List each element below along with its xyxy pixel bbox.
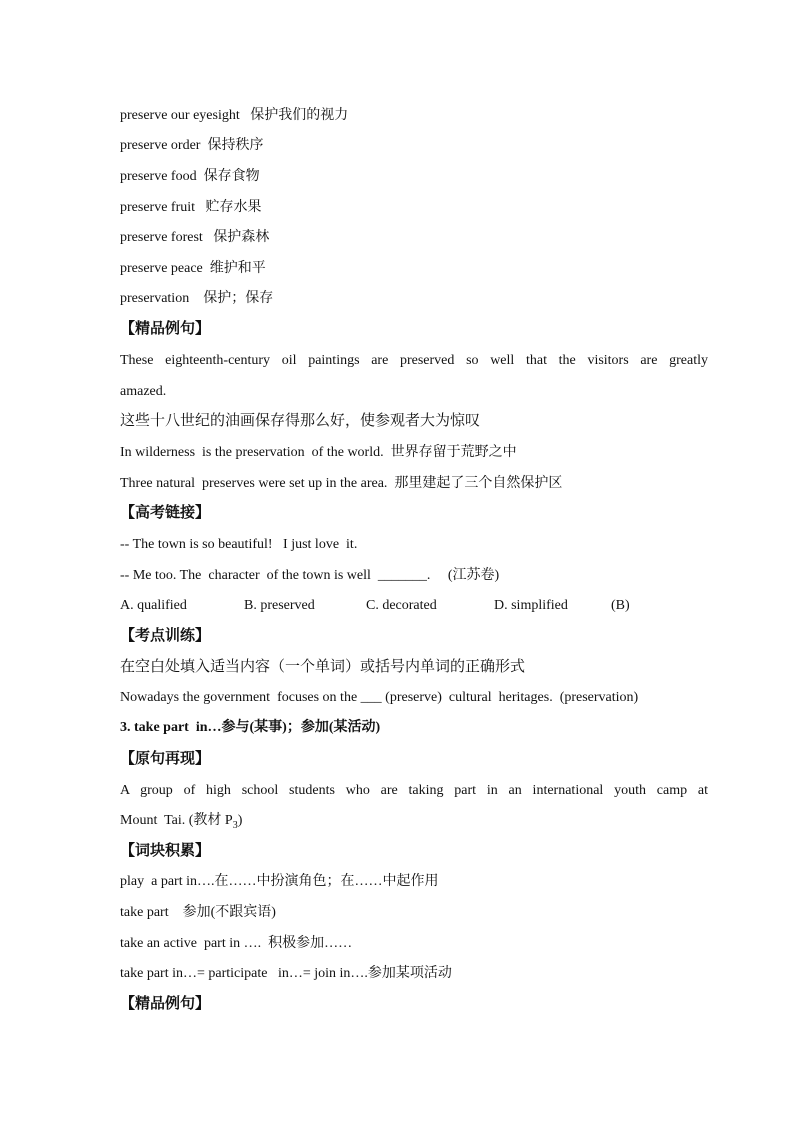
section-heading-examples: 【精品例句】 (120, 996, 211, 1012)
chunk-line: take part in…= participate in…= join in….参加某项活动 (120, 966, 452, 981)
phrase-line: preservation 保护；保存 (120, 291, 274, 306)
page-subscript: 3 (232, 819, 238, 831)
option-d: D. simplified (494, 598, 568, 613)
section-heading-original: 【原句再现】 (120, 751, 211, 767)
original-sentence: A group of high school students who are taking part in an international youth camp at (120, 783, 708, 798)
section-title: 3. take part in…参与(某事)；参加(某活动) (120, 720, 381, 735)
example-sentence: Three natural preserves were set up in the area. 那里建起了三个自然保护区 (120, 476, 563, 491)
original-text-end: ) (237, 813, 243, 828)
section-heading-chunks: 【词块积累】 (120, 843, 211, 859)
chunk-line: take part 参加(不跟宾语) (120, 905, 276, 920)
section-heading-gaokao: 【高考链接】 (120, 505, 211, 521)
example-sentence-continued: amazed. (120, 384, 167, 399)
dialog-line: -- Me too. The character of the town is well _______. (江苏卷) (120, 568, 500, 583)
phrase-line: preserve peace 维护和平 (120, 261, 266, 276)
practice-instruction: 在空白处填入适当内容（一个单词）或括号内单词的正确形式 (120, 659, 526, 675)
chunk-line: take an active part in …. 积极参加…… (120, 936, 353, 951)
chunk-line: play a part in….在……中扮演角色；在……中起作用 (120, 874, 439, 889)
phrase-line: preserve order 保持秩序 (120, 138, 264, 153)
section-heading-examples: 【精品例句】 (120, 321, 211, 337)
example-translation: 这些十八世纪的油画保存得那么好，使参观者大为惊叹 (120, 413, 481, 429)
example-sentence: These eighteenth-century oil paintings are preserved so well that the visitors are greatly (120, 353, 708, 368)
option-a: A. qualified (120, 598, 187, 613)
section-heading-practice: 【考点训练】 (120, 628, 211, 644)
answer-label: (B) (611, 598, 630, 613)
phrase-line: preserve food 保存食物 (120, 169, 260, 184)
phrase-line: preserve forest 保护森林 (120, 230, 270, 245)
dialog-line: -- The town is so beautiful! I just love it. (120, 537, 358, 552)
option-c: C. decorated (366, 598, 437, 613)
practice-sentence: Nowadays the government focuses on the ___ (preserve) cultural heritages. (preservation) (120, 690, 639, 705)
phrase-line: preserve fruit 贮存水果 (120, 200, 262, 215)
example-sentence: In wilderness is the preservation of the world. 世界存留于荒野之中 (120, 445, 517, 460)
original-sentence-continued (120, 812, 242, 835)
original-text: Mount Tai. (教材 P (120, 813, 233, 828)
phrase-line: preserve our eyesight 保护我们的视力 (120, 108, 349, 123)
option-b: B. preserved (244, 598, 315, 613)
